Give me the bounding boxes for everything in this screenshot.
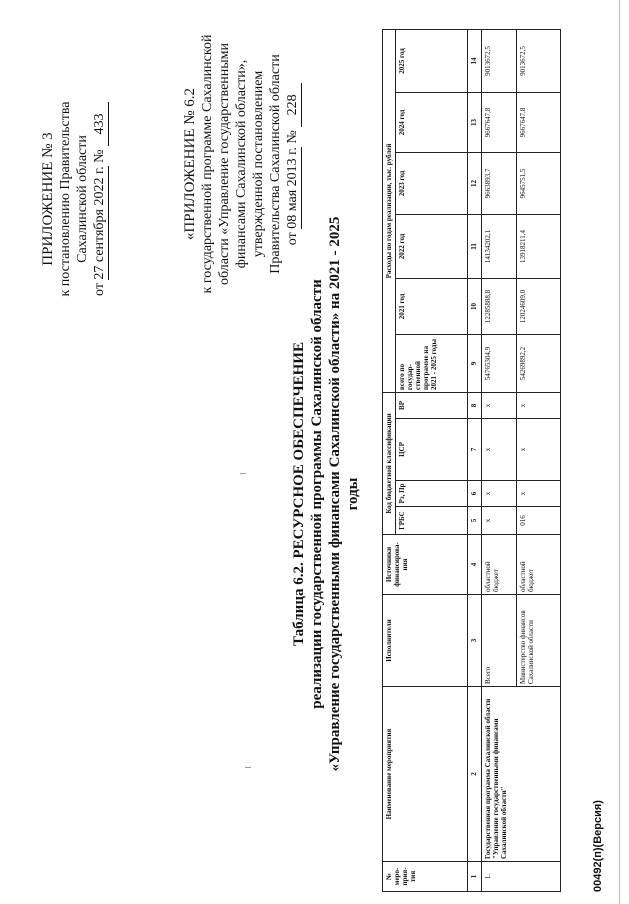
column-number: 10 xyxy=(468,278,482,334)
appendix-3-number-prefix: № xyxy=(92,149,107,163)
header-row-1 xyxy=(383,29,396,891)
appendix-3-line1: к постановлению Правительства xyxy=(58,101,73,297)
row-2024: 9667647,8 xyxy=(482,92,517,152)
row-source: областной бюджет xyxy=(482,535,517,595)
resource-table xyxy=(382,29,561,892)
row-vr: х xyxy=(517,392,561,418)
header-vr: ВР xyxy=(396,392,468,418)
header-expenses: Расходы по годам реализации, тыс. рублей xyxy=(383,29,396,392)
appendix-3-line2: Сахалинской области xyxy=(75,135,90,263)
header-budget-code: Код бюджетной классификации xyxy=(383,392,396,534)
row-2022: 14134202,1 xyxy=(482,214,517,278)
header-2025: 2025 год xyxy=(396,29,468,92)
header-csr: ЦСР xyxy=(396,419,468,481)
table-heading xyxy=(290,214,362,774)
column-number: 6 xyxy=(468,481,482,507)
row-2023: 9645751,5 xyxy=(517,152,561,214)
scan-speck xyxy=(245,767,251,768)
heading-program-name: «Управление государственными финансами Сахалинской области» на 2021 - 2025 годы xyxy=(327,216,361,772)
row-total: 54765304,9 xyxy=(482,334,517,392)
row-rzpr: х xyxy=(517,481,561,507)
row-csr: х xyxy=(517,419,561,481)
appendix-6-2-number-prefix: № xyxy=(285,130,300,144)
appendix-3-date-prefix: от xyxy=(92,283,107,296)
header-name: Наименование мероприятия xyxy=(383,687,468,862)
appendix-6-2-line: утвержденной постановлением xyxy=(251,70,266,258)
column-number: 5 xyxy=(468,507,482,535)
row-rzpr: х xyxy=(482,481,517,507)
appendix-3-block xyxy=(40,49,109,349)
table-row xyxy=(482,29,517,891)
document-version-code: 00492(п)(Версия) xyxy=(592,800,604,892)
header-source: Источники финансирова-ния xyxy=(383,535,468,595)
header-2021: 2021 год xyxy=(396,278,468,334)
row-vr: х xyxy=(482,392,517,418)
header-rzpr: Рз, Пр xyxy=(396,481,468,507)
row-2022: 13918211,4 xyxy=(517,214,561,278)
bottom-edge-line xyxy=(619,0,620,904)
row-2021: 12024609,0 xyxy=(517,278,561,334)
column-number: 11 xyxy=(468,214,482,278)
appendix-6-2-line: Правительства Сахалинской области xyxy=(268,54,283,274)
row-2021: 12285888,8 xyxy=(482,278,517,334)
row-name: Государственная программа Сахалинской области "Управление государственными финансами Сахалинской области" xyxy=(482,687,561,862)
header-2022: 2022 год xyxy=(396,214,468,278)
header-grbs: ГРБС xyxy=(396,507,468,535)
row-num: 1. xyxy=(482,862,561,892)
row-source: областной бюджет xyxy=(517,535,561,595)
column-number: 9 xyxy=(468,334,482,392)
row-2025: 9013672,5 xyxy=(482,29,517,92)
row-executor: Всего xyxy=(482,595,517,687)
appendix-6-2-line: области «Управление государственными xyxy=(217,42,232,286)
column-number: 13 xyxy=(468,92,482,152)
appendix-3-number: 433 xyxy=(91,102,109,146)
scan-speck xyxy=(240,473,246,474)
appendix-3-title: ПРИЛОЖЕНИЕ № 3 xyxy=(40,132,56,266)
appendix-6-2-number: 228 xyxy=(284,83,302,127)
header-2023: 2023 год xyxy=(396,152,468,214)
header-executor: Исполнители xyxy=(383,595,468,687)
appendix-6-2-date: 08 мая 2013 г. xyxy=(285,147,300,229)
header-2024: 2024 год xyxy=(396,92,468,152)
heading-title: Таблица 6.2. РЕСУРСНОЕ ОБЕСПЕЧЕНИЕ xyxy=(291,342,307,646)
appendix-6-2-date-prefix: от xyxy=(285,232,300,246)
appendix-3-date: 27 сентября 2022 г. xyxy=(92,166,107,280)
row-grbs: 016 xyxy=(517,507,561,535)
appendix-3-date-line xyxy=(91,49,109,349)
appendix-6-2-title: «ПРИЛОЖЕНИЕ № 6.2 xyxy=(182,87,198,241)
column-number: 7 xyxy=(468,419,482,481)
header-total: всего по государ-ственной программе на 2021 - 2025 годы xyxy=(396,334,468,392)
column-number-row xyxy=(468,29,482,891)
column-number: 8 xyxy=(468,392,482,418)
column-number: 1 xyxy=(468,862,482,892)
row-executor: Министерство финансов Сахалинской области xyxy=(517,595,561,687)
row-csr: х xyxy=(482,419,517,481)
column-number: 12 xyxy=(468,152,482,214)
row-total: 54269892,2 xyxy=(517,334,561,392)
column-number: 2 xyxy=(468,687,482,862)
column-number: 3 xyxy=(468,595,482,687)
appendix-6-2-block xyxy=(182,14,302,314)
heading-subtitle: реализации государственной программы Сахалинской области xyxy=(309,279,325,709)
column-number: 4 xyxy=(468,535,482,595)
appendix-6-2-line: к государственной программе Сахалинской xyxy=(200,34,215,294)
column-number: 14 xyxy=(468,29,482,92)
header-num: № меро-прия-тия xyxy=(383,862,468,892)
row-2025: 9013672,5 xyxy=(517,29,561,92)
appendix-6-2-line: финансами Сахалинской области», xyxy=(234,59,249,269)
row-grbs: х xyxy=(482,507,517,535)
row-2023: 9663893,7 xyxy=(482,152,517,214)
row-2024: 9667647,8 xyxy=(517,92,561,152)
